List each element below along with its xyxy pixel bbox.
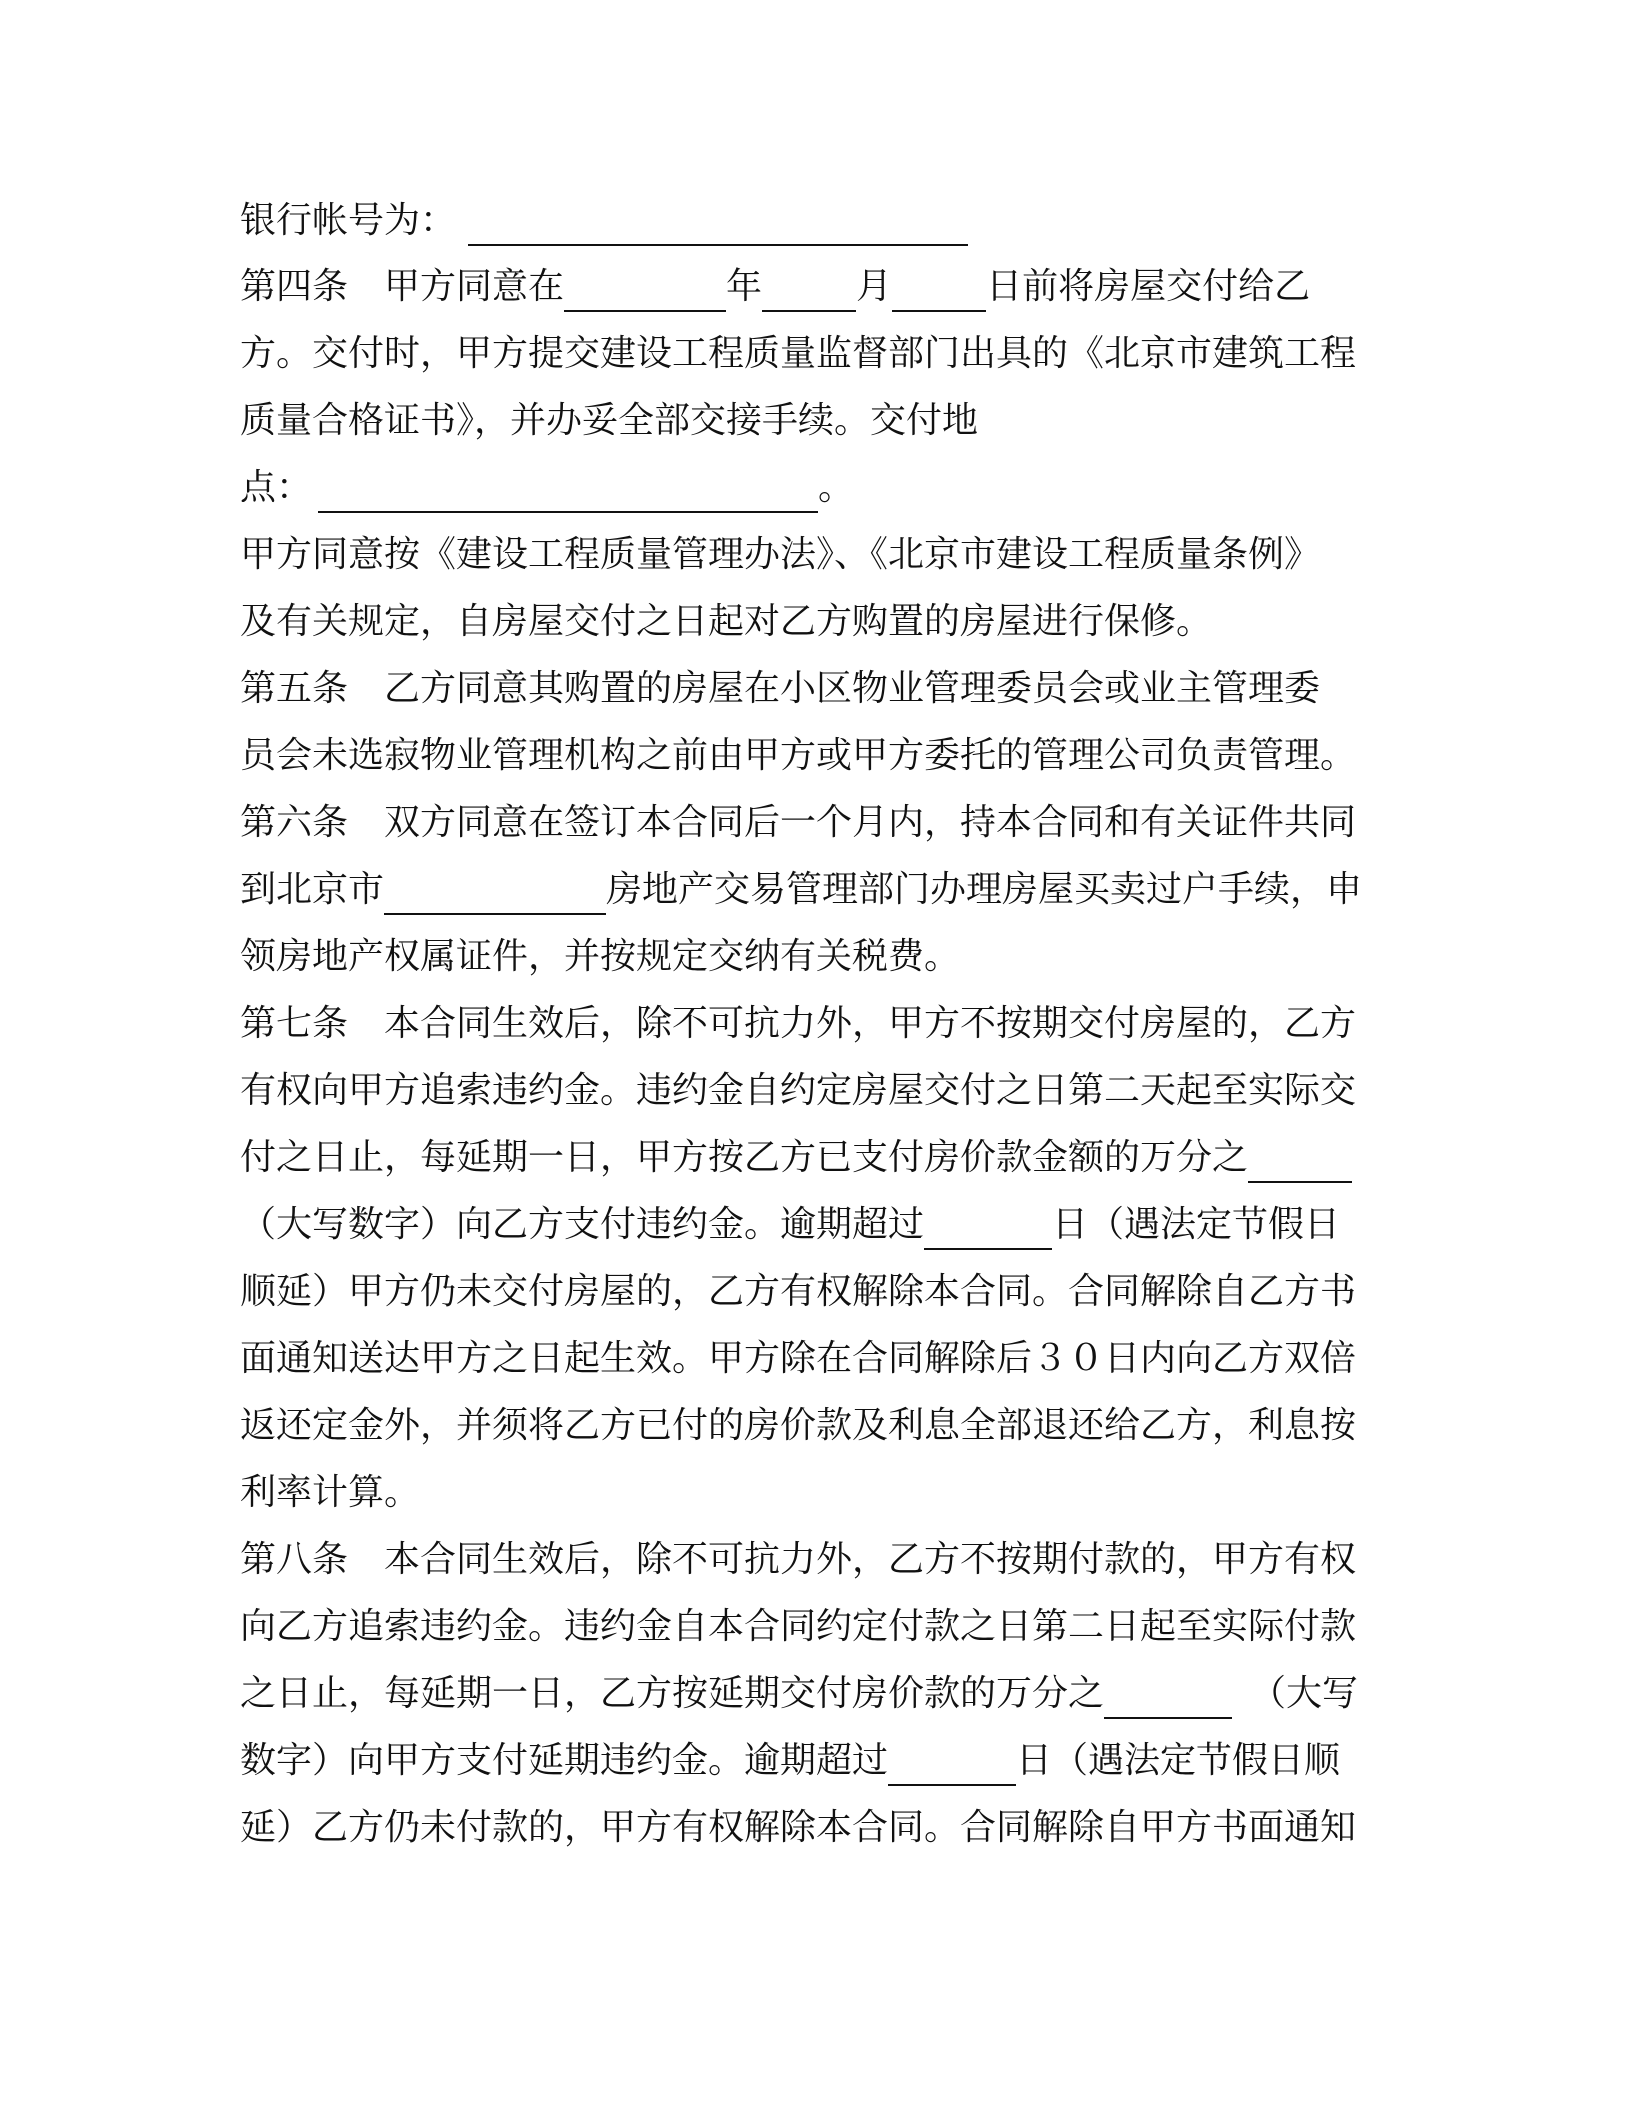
delivery-month-blank[interactable] xyxy=(762,270,856,312)
article-4-line-2: 方。交付时，甲方提交建设工程质量监督部门出具的《北京市建筑工程 xyxy=(240,333,1357,374)
article-7-heading: 第七条 xyxy=(240,1003,349,1044)
district-blank[interactable] xyxy=(384,873,606,915)
article-7-line-1: 第七条 本合同生效后，除不可抗力外，甲方不按期交付房屋的，乙方 xyxy=(240,1003,1357,1044)
article-5-line-2: 员会未选寂物业管理机构之前由甲方或甲方委托的管理公司负责管理。 xyxy=(240,735,1357,776)
article-4-line-3: 质量合格证书》，并办妥全部交接手续。交付地 xyxy=(240,400,979,441)
article-8-line-4: 数字）向甲方支付延期违约金。逾期超过 日（遇法定节假日顺 xyxy=(240,1736,1400,1786)
article-7-line-2: 有权向甲方追索违约金。违约金自约定房屋交付之日第二天起至实际交 xyxy=(240,1070,1357,1111)
article-6-heading: 第六条 xyxy=(240,802,349,843)
seller-overdue-days-blank[interactable] xyxy=(924,1208,1052,1250)
article-8-heading: 第八条 xyxy=(240,1539,349,1580)
article-6-line-3: 领房地产权属证件，并按规定交纳有关税费。 xyxy=(240,936,961,977)
article-7-line-3: 付之日止，每延期一日，甲方按乙方已支付房价款金额的万分之 xyxy=(240,1133,1400,1183)
buyer-overdue-days-blank[interactable] xyxy=(888,1744,1016,1786)
bank-account-line xyxy=(240,196,1400,246)
article-8-line-3: 之日止，每延期一日，乙方按延期交付房价款的万分之 （大写 xyxy=(240,1669,1400,1719)
article-5-line-1: 第五条 乙方同意其购置的房屋在小区物业管理委员会或业主管理委 xyxy=(240,668,1321,709)
warranty-line-2: 及有关规定，自房屋交付之日起对乙方购置的房屋进行保修。 xyxy=(240,601,1213,642)
article-4-heading: 第四条 xyxy=(240,266,349,307)
article-8-line-5: 延）乙方仍未付款的，甲方有权解除本合同。合同解除自甲方书面通知 xyxy=(240,1807,1357,1848)
article-6-line-1: 第六条 双方同意在签订本合同后一个月内，持本合同和有关证件共同 xyxy=(240,802,1357,843)
delivery-place-line: 点： 。 xyxy=(240,463,1400,513)
delivery-place-blank[interactable] xyxy=(318,471,818,513)
article-7-line-7: 返还定金外，并须将乙方已付的房价款及利息全部退还给乙方，利息按 xyxy=(240,1405,1357,1446)
article-5-heading: 第五条 xyxy=(240,668,349,709)
article-8-line-2: 向乙方追索违约金。违约金自本合同约定付款之日第二日起至实际付款 xyxy=(240,1606,1357,1647)
article-4-line-1: 第四条 甲方同意在 年 月 日前将房屋交付给乙 xyxy=(240,262,1400,312)
bank-account-blank[interactable] xyxy=(468,204,968,246)
seller-penalty-rate-blank[interactable] xyxy=(1248,1141,1352,1183)
warranty-line-1: 甲方同意按《建设工程质量管理办法》、《北京市建设工程质量条例》 xyxy=(240,534,1321,575)
buyer-penalty-rate-blank[interactable] xyxy=(1104,1677,1232,1719)
article-7-line-6: 面通知送达甲方之日起生效。甲方除在合同解除后３０日内向乙方双倍 xyxy=(240,1338,1357,1379)
article-6-line-2: 到北京市 房地产交易管理部门办理房屋买卖过户手续，申 xyxy=(240,865,1400,915)
delivery-year-blank[interactable] xyxy=(564,270,726,312)
bank-account-label: 银行帐号为： xyxy=(240,200,457,241)
article-7-line-5: 顺延）甲方仍未交付房屋的，乙方有权解除本合同。合同解除自乙方书 xyxy=(240,1271,1357,1312)
delivery-day-blank[interactable] xyxy=(892,270,986,312)
article-8-line-1: 第八条 本合同生效后，除不可抗力外，乙方不按期付款的，甲方有权 xyxy=(240,1539,1357,1580)
article-7-line-4: （大写数字）向乙方支付违约金。逾期超过 日（遇法定节假日 xyxy=(240,1200,1400,1250)
article-7-line-8: 利率计算。 xyxy=(240,1472,421,1513)
